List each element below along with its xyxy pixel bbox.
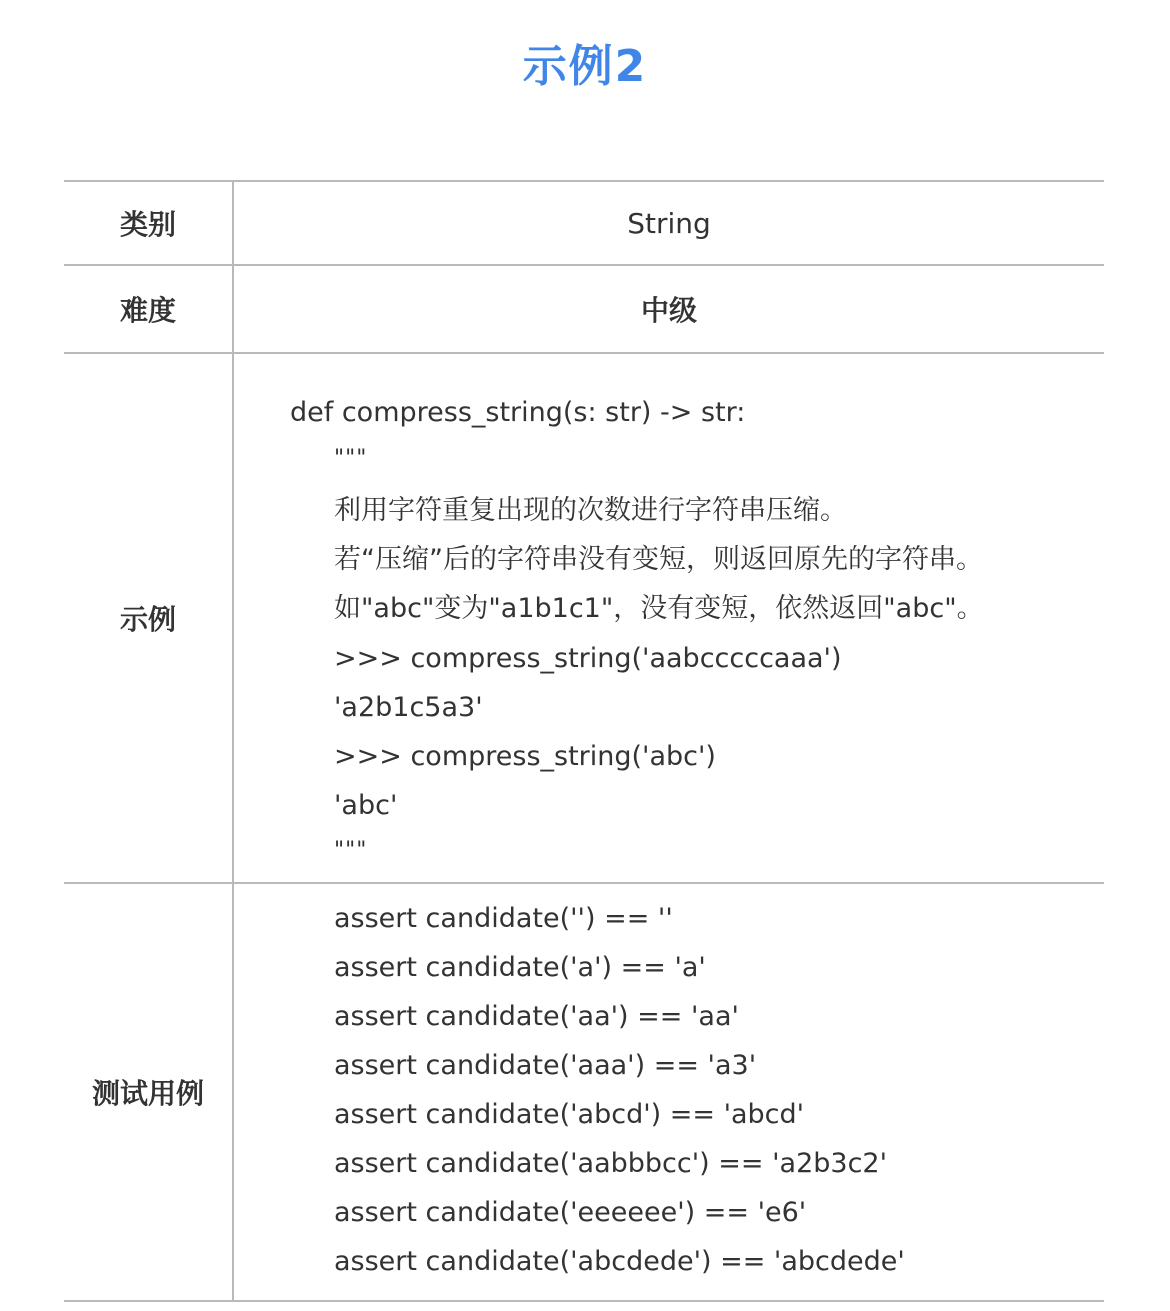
code-line: assert candidate('abcd') == 'abcd': [334, 1099, 805, 1130]
difficulty-value: 中级: [640, 294, 697, 327]
table-row-difficulty: [64, 266, 1104, 354]
code-line: >>> compress_string('abc'): [334, 741, 716, 772]
code-line: assert candidate('a') == 'a': [334, 952, 706, 983]
code-line: assert candidate('aabbbcc') == 'a2b3c2': [334, 1148, 888, 1179]
code-line: >>> compress_string('aabcccccaaa'): [334, 643, 842, 674]
code-line: """: [334, 838, 368, 863]
page-title: 示例2: [522, 41, 648, 92]
code-line: 'a2b1c5a3': [334, 692, 483, 723]
code-line: 若“压缩”后的字符串没有变短，则返回原先的字符串。: [334, 544, 983, 575]
info-table: [64, 180, 1104, 1302]
code-line: """: [334, 446, 368, 471]
code-line: def compress_string(s: str) -> str:: [290, 397, 746, 428]
code-line: assert candidate('abcdede') == 'abcdede': [334, 1246, 905, 1277]
table-row-example: [64, 354, 1104, 884]
example-label: 示例: [64, 354, 234, 882]
code-line: 利用字符重复出现的次数进行字符串压缩。: [334, 495, 847, 526]
category-label: 类别: [64, 182, 234, 264]
tests-label: 测试用例: [64, 884, 234, 1300]
category-value: String: [627, 206, 711, 240]
code-line: assert candidate('aaa') == 'a3': [334, 1050, 757, 1081]
example-code-block: [234, 354, 1104, 882]
tests-code-block: [234, 884, 1104, 1300]
code-line: assert candidate('eeeeee') == 'e6': [334, 1197, 807, 1228]
code-line: 如"abc"变为"a1b1c1"，没有变短，依然返回"abc"。: [334, 593, 984, 624]
table-row-tests: [64, 884, 1104, 1302]
difficulty-label: 难度: [64, 266, 234, 352]
code-line: 'abc': [334, 790, 398, 821]
code-line: assert candidate('aa') == 'aa': [334, 1001, 739, 1032]
table-row-category: [64, 182, 1104, 266]
code-line: assert candidate('') == '': [334, 903, 673, 934]
